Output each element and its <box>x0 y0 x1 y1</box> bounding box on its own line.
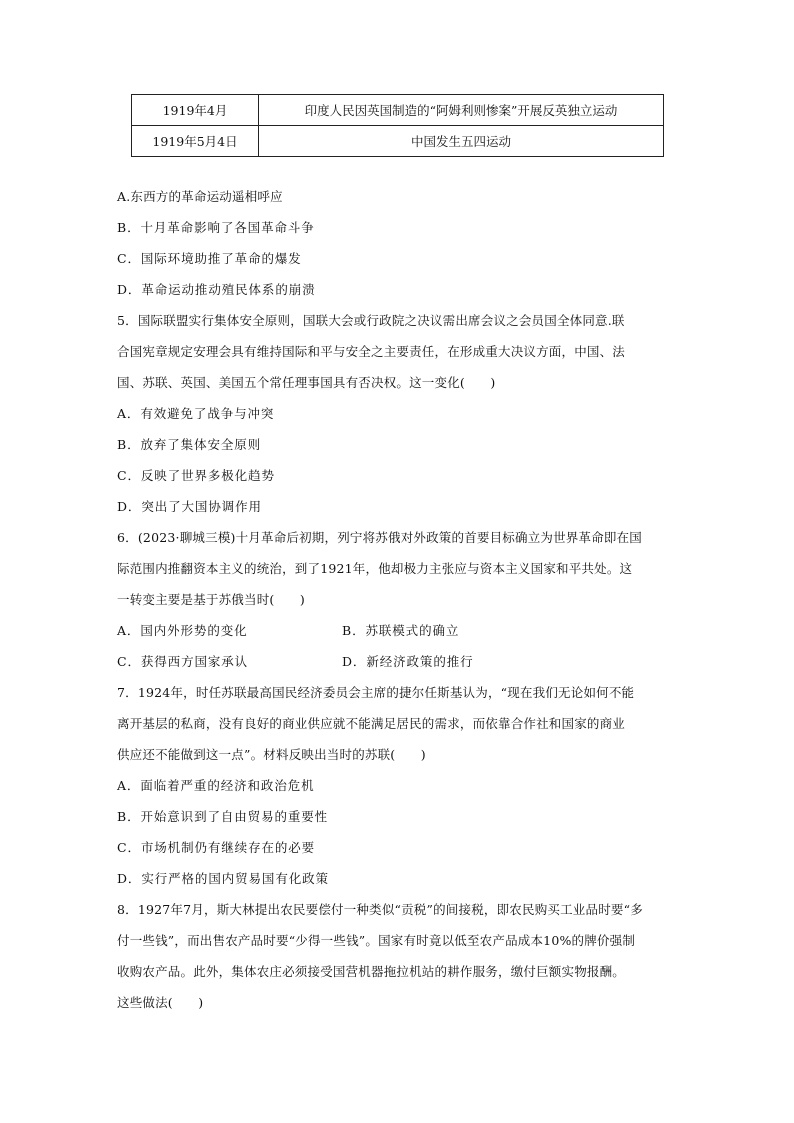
q8-stem-line: 付一些钱”，而出售农产品时要“少得一些钱”。国家有时竟以低至农产品成本10%的牌价强制 <box>117 933 636 948</box>
q5-stem-line: 合国宪章规定安理会具有维持国际和平与安全之主要责任，在形成重大决议方面，中国、法 <box>117 344 626 359</box>
q7-option-b: B．开始意识到了自由贸易的重要性 <box>117 809 329 824</box>
q6-stem-line: 一转变主要是基于苏俄当时( ) <box>117 592 305 607</box>
table-cell-event: 中国发生五四运动 <box>259 126 664 157</box>
q8-stem-line: 这些做法( ) <box>117 995 204 1010</box>
q5-stem-line: 国、苏联、英国、美国五个常任理事国具有否决权。这一变化( ) <box>117 375 496 390</box>
table-cell-event: 印度人民因英国制造的“阿姆利则惨案”开展反英独立运动 <box>259 95 664 126</box>
q4-option-c: C．国际环境助推了革命的爆发 <box>117 251 302 266</box>
q4-option-b: B．十月革命影响了各国革命斗争 <box>117 220 315 235</box>
q7-option-d: D．实行严格的国内贸易国有化政策 <box>117 871 329 886</box>
q7-option-a: A．面临着严重的经济和政治危机 <box>117 778 315 793</box>
table-row <box>132 126 664 157</box>
q6-stem-line: 6．(2023·聊城三模)十月革命后初期，列宁将苏俄对外政策的首要目标确立为世界革命即在国 <box>117 530 642 545</box>
table-row <box>132 95 664 126</box>
q6-stem-line: 际范围内推翻资本主义的统治，到了1921年，他却极力主张应与资本主义国家和平共处。这 <box>117 561 633 576</box>
q5-option-b: B．放弃了集体安全原则 <box>117 437 262 452</box>
q7-option-c: C．市场机制仍有继续存在的必要 <box>117 840 316 855</box>
q5-option-d: D．突出了大国协调作用 <box>117 499 262 514</box>
q7-stem-line: 离开基层的私商，没有良好的商业供应就不能满足居民的需求，而依靠合作社和国家的商业 <box>117 716 626 731</box>
q5-option-a: A．有效避免了战争与冲突 <box>117 406 275 421</box>
q6-option-d: D．新经济政策的推行 <box>342 654 474 669</box>
q6-option-b: B．苏联模式的确立 <box>342 623 460 638</box>
q6-option-c: C．获得西方国家承认 <box>117 654 249 669</box>
q6-option-a: A．国内外形势的变化 <box>117 623 248 638</box>
q4-option-d: D．革命运动推动殖民体系的崩溃 <box>117 282 316 297</box>
table-cell-date: 1919年5月4日 <box>132 126 259 157</box>
table-cell-date: 1919年4月 <box>132 95 259 126</box>
q4-option-a: A.东西方的革命运动遥相呼应 <box>117 189 283 204</box>
q8-stem-line: 8．1927年7月，斯大林提出农民要偿付一种类似“贡税”的间接税，即农民购买工业品时要“多 <box>117 902 643 917</box>
q7-stem-line: 供应还不能做到这一点”。材料反映出当时的苏联( ) <box>117 747 426 762</box>
q8-stem-line: 收购农产品。此外，集体农庄必须接受国营机器拖拉机站的耕作服务，缴付巨额实物报酬。 <box>117 964 626 979</box>
events-table <box>131 94 664 157</box>
q5-option-c: C．反映了世界多极化趋势 <box>117 468 275 483</box>
q5-stem-line: 5．国际联盟实行集体安全原则，国联大会或行政院之决议需出席会议之会员国全体同意.联 <box>117 313 625 328</box>
q7-stem-line: 7．1924年，时任苏联最高国民经济委员会主席的捷尔任斯基认为，“现在我们无论如何不能 <box>117 685 635 700</box>
